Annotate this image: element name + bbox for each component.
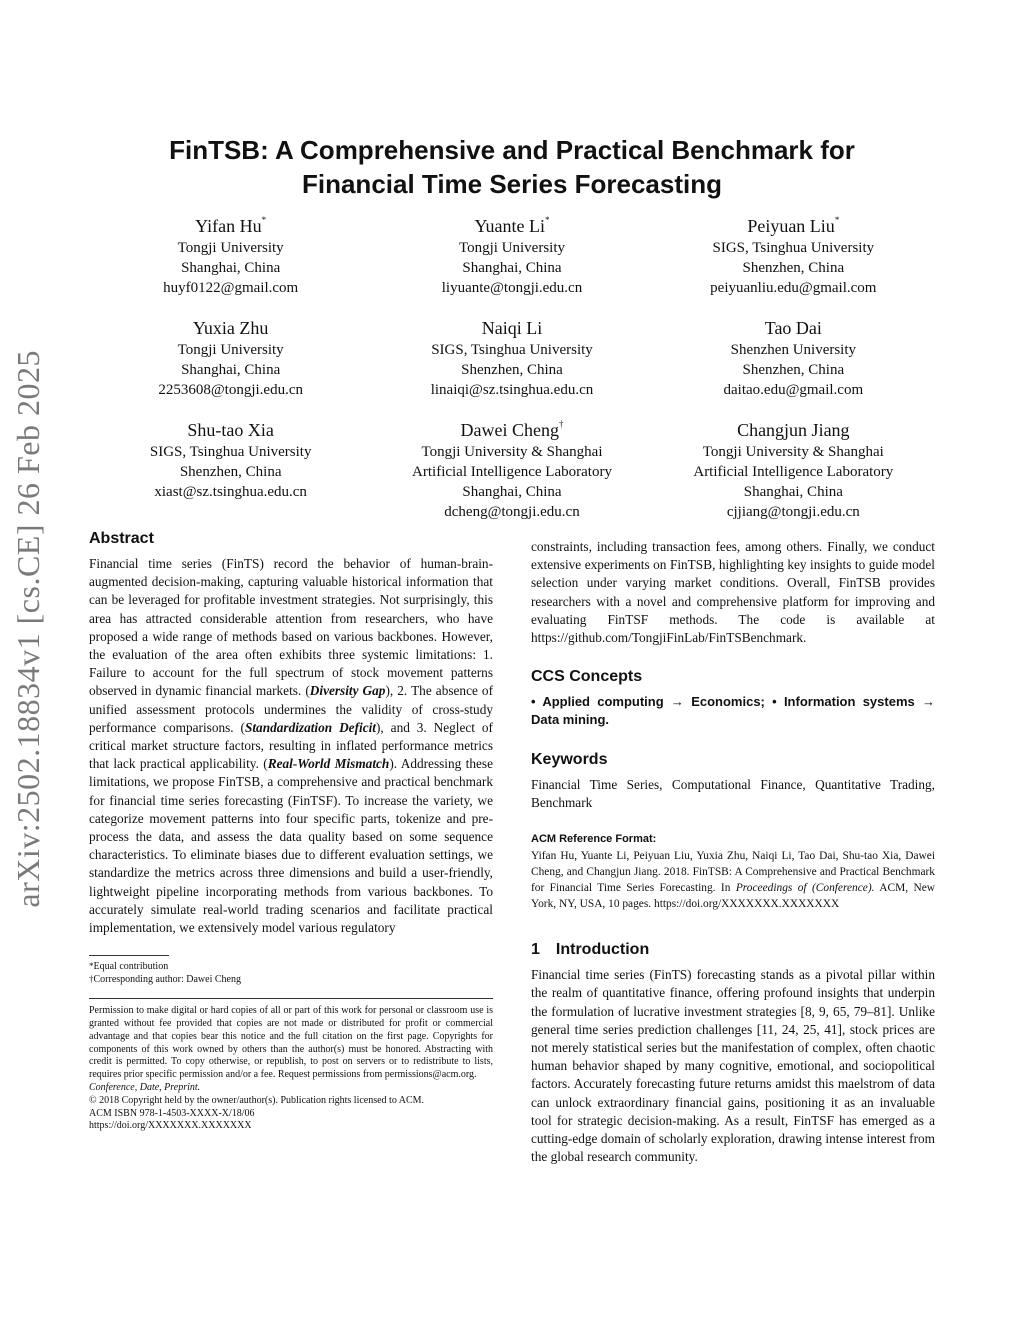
permission-notice: Permission to make digital or hard copies of all or part of this work for personal or classroom use is granted without fee provided that copies are not made or distributed for profit or commercial advantage and that copies bear this notice and the full citation on the first page. Copyrights for components of this work owned by others than the author(s) must be honored. Abstracting with credit is permitted. To copy otherwise, or republish, to post on servers or to redistribute to lists, requires prior specific permission and/or a fee. Request permissions from permissions@acm.org. xyxy=(89,1005,493,1081)
author-affiliation: Shenzhen University xyxy=(730,342,857,358)
author-email: huyf0122@gmail.com xyxy=(163,280,299,296)
conference-line xyxy=(89,1082,493,1095)
acm-reference-text xyxy=(531,848,935,912)
intro-text: Financial time series (FinTS) forecasting stands as a pivotal pillar within the realm of quantitative finance, offering profound insights that underpin the formulation of lucrative investment strategies [8, 9, 65, 79–81]. Unlike general time series prediction challenges [11, 24, 25, 41], stock prices are not merely statistical series but the manifestation of complex, often chaotic human behavior shaped by many cognitive, emotional, and sociopolitical factors. Accurately forecasting future returns amidst this maelstrom of data can unlock extraordinary financial gains, positioning it as an invaluable tool for strategic decision-making. As a result, FinTSF has emerged as a cutting-edge domain of scholarly exploration, drawing intense interest from the global research community. xyxy=(531,967,935,1165)
author-affiliation: SIGS, Tsinghua University xyxy=(431,342,593,358)
author-card xyxy=(371,214,652,298)
author-email: daitao.edu@gmail.com xyxy=(723,382,864,398)
abstract-text: ), 2. The absence of unified assessment protocols undermines the validity of cross-study performance comparisons. ( xyxy=(89,683,494,735)
author-affiliation-2: Artificial Intelligence Laboratory xyxy=(412,464,612,480)
author-location: Shenzhen, China xyxy=(742,362,845,378)
author-card xyxy=(653,316,934,400)
section-number: 1 xyxy=(531,941,540,959)
author-email: cjjiang@tongji.edu.cn xyxy=(726,504,860,520)
permission-divider xyxy=(89,998,493,999)
footnote-corresponding xyxy=(89,973,493,986)
abstract-continued: constraints, including transaction fees, among others. Finally, we conduct extensive experiments on FinTSB, highlighting key insights to guide model selection under varying market conditions. Overall, FinTSB provides researchers with a novel and comprehensive platform for improving and evaluating FinTSF methods. The code is available at https://github.com/TongjiFinLab/FinTSBenchmark. xyxy=(531,539,935,646)
ccs-concepts: • Applied computing → Economics; • Information systems → Data mining. xyxy=(531,694,935,728)
acm-reference-heading: ACM Reference Format: xyxy=(531,833,657,846)
author-affiliation: Tongji University & Shanghai xyxy=(702,444,884,460)
author-email: peiyuanliu.edu@gmail.com xyxy=(710,280,877,296)
arxiv-identifier: arXiv:2502.18834v1 [cs.CE] 26 Feb 2025 xyxy=(10,350,46,908)
author-affiliation: SIGS, Tsinghua University xyxy=(712,240,875,256)
author-card xyxy=(90,214,371,298)
author-affiliation-2: Artificial Intelligence Laboratory xyxy=(693,464,894,480)
author-name: Dawei Cheng xyxy=(460,420,559,440)
footnote-divider xyxy=(89,955,169,956)
footnote-text: Equal contribution xyxy=(93,961,169,973)
author-card xyxy=(90,316,371,400)
author-location: Shenzhen, China xyxy=(742,260,845,276)
doi-line: https://doi.org/XXXXXXX.XXXXXXX xyxy=(89,1120,252,1132)
author-location: Shanghai, China xyxy=(181,260,281,276)
author-mark: * xyxy=(834,215,840,225)
author-name: Shu-tao Xia xyxy=(187,420,274,440)
abstract-heading: Abstract xyxy=(89,530,154,547)
abstract-body xyxy=(89,555,493,937)
author-email: linaiqi@sz.tsinghua.edu.cn xyxy=(430,382,594,398)
author-name: Yuante Li xyxy=(474,216,545,236)
author-mark: * xyxy=(544,215,550,225)
term-real-world-mismatch: Real-World Mismatch xyxy=(267,756,390,772)
paper-title xyxy=(90,133,934,201)
author-mark: † xyxy=(558,419,564,429)
keywords-text: Financial Time Series, Computational Finance, Quantitative Trading, Benchmark xyxy=(531,776,935,810)
right-column xyxy=(531,538,935,1166)
title-line-1: FinTSB: A Comprehensive and Practical Benchmark for xyxy=(169,135,855,165)
author-name: Tao Dai xyxy=(764,318,822,338)
reference-text: ACM, New York, NY, USA, 10 pages. https://doi.org/XXXXXXX.XXXXXXX xyxy=(531,882,935,911)
term-standardization-deficit: Standardization Deficit xyxy=(244,719,376,735)
author-email: xiast@sz.tsinghua.edu.cn xyxy=(154,484,307,500)
author-email: 2253608@tongji.edu.cn xyxy=(158,382,303,398)
copyright-line: © 2018 Copyright held by the owner/author(s). Publication rights licensed to ACM. xyxy=(89,1094,425,1106)
keywords-section xyxy=(531,750,935,812)
footnote-text: Corresponding author: Dawei Cheng xyxy=(93,974,241,986)
abstract-text: ), and 3. Neglect of critical market structure factors, resulting in inflated performance metrics that lack practical applicability. ( xyxy=(89,719,493,772)
author-email: dcheng@tongji.edu.cn xyxy=(444,504,580,520)
isbn-line: ACM ISBN 978-1-4503-XXXX-X/18/06 xyxy=(89,1107,255,1119)
author-location: Shenzhen, China xyxy=(179,464,282,480)
author-block xyxy=(90,214,934,540)
conference-text: Conference, Date, Preprint. xyxy=(89,1082,201,1094)
left-column xyxy=(89,529,493,1133)
author-location: Shanghai, China xyxy=(462,484,562,500)
footnote-mark: * xyxy=(89,961,94,972)
author-location: Shanghai, China xyxy=(743,484,843,500)
term-diversity-gap: Diversity Gap xyxy=(309,683,386,699)
footnote-mark: † xyxy=(89,974,94,985)
author-affiliation: SIGS, Tsinghua University xyxy=(149,444,312,460)
abstract-text: Financial time series (FinTS) record the behavior of human-brain-augmented decision-making, capturing valuable historical information that can be leveraged for profitable investment strategies. Not surprisingly, this area has attracted considerable attention from researchers, who have proposed a wide range of methods based on various backbones. However, the evaluation of the area often exhibits three systemic limitations: 1. Failure to account for the full spectrum of stock movement patterns observed in dynamic financial markets. ( xyxy=(89,556,493,699)
author-location: Shanghai, China xyxy=(181,362,281,378)
author-affiliation: Tongji University xyxy=(177,342,284,358)
author-card xyxy=(90,418,371,522)
author-location: Shenzhen, China xyxy=(461,362,563,378)
reference-text: Yifan Hu, Yuante Li, Peiyuan Liu, Yuxia Zhu, Naiqi Li, Tao Dai, Shu-tao Xia, Dawei Cheng, and Changjun Jiang. 2018. FinTSB: A Comprehensive and Practical Benchmark for Financial Time Series Forecasting. In xyxy=(531,850,935,895)
ccs-heading: CCS Concepts xyxy=(531,668,643,686)
author-affiliation: Tongji University xyxy=(458,240,565,256)
keywords-heading: Keywords xyxy=(531,750,608,768)
reference-venue: Proceedings of (Conference). xyxy=(735,882,875,895)
author-name: Peiyuan Liu xyxy=(747,216,835,236)
author-affiliation: Tongji University xyxy=(177,240,284,256)
intro-heading xyxy=(531,940,935,960)
author-card xyxy=(653,214,934,298)
author-name: Yifan Hu xyxy=(195,216,262,236)
author-affiliation: Tongji University & Shanghai xyxy=(421,444,603,460)
author-email: liyuante@tongji.edu.cn xyxy=(441,280,583,296)
intro-section xyxy=(531,940,935,1166)
author-card xyxy=(653,418,934,522)
author-card xyxy=(371,316,652,400)
section-title: Introduction xyxy=(555,941,650,959)
footnote-equal-contribution xyxy=(89,960,493,973)
author-name: Naiqi Li xyxy=(481,318,543,338)
author-name: Changjun Jiang xyxy=(737,420,850,440)
author-mark: * xyxy=(261,215,267,225)
ccs-section xyxy=(531,667,935,729)
author-name: Yuxia Zhu xyxy=(192,318,269,338)
author-location: Shanghai, China xyxy=(462,260,562,276)
author-card xyxy=(371,418,652,522)
abstract-text: ). Addressing these limitations, we propose FinTSB, a comprehensive and practical benchmark for financial time series forecasting (FinTSF). To increase the variety, we categorize movement patterns into four specific parts, tokenize and pre-process the data, and assess the data quality based on some sequence characteristics. To eliminate biases due to different evaluation settings, we standardize the metrics across three dimensions and build a user-friendly, lightweight pipeline incorporating methods from various backbones. To accurately simulate real-world trading scenarios and facilitate practical implementation, we extensively model various regulatory xyxy=(89,756,493,936)
title-line-2: Financial Time Series Forecasting xyxy=(301,169,722,199)
